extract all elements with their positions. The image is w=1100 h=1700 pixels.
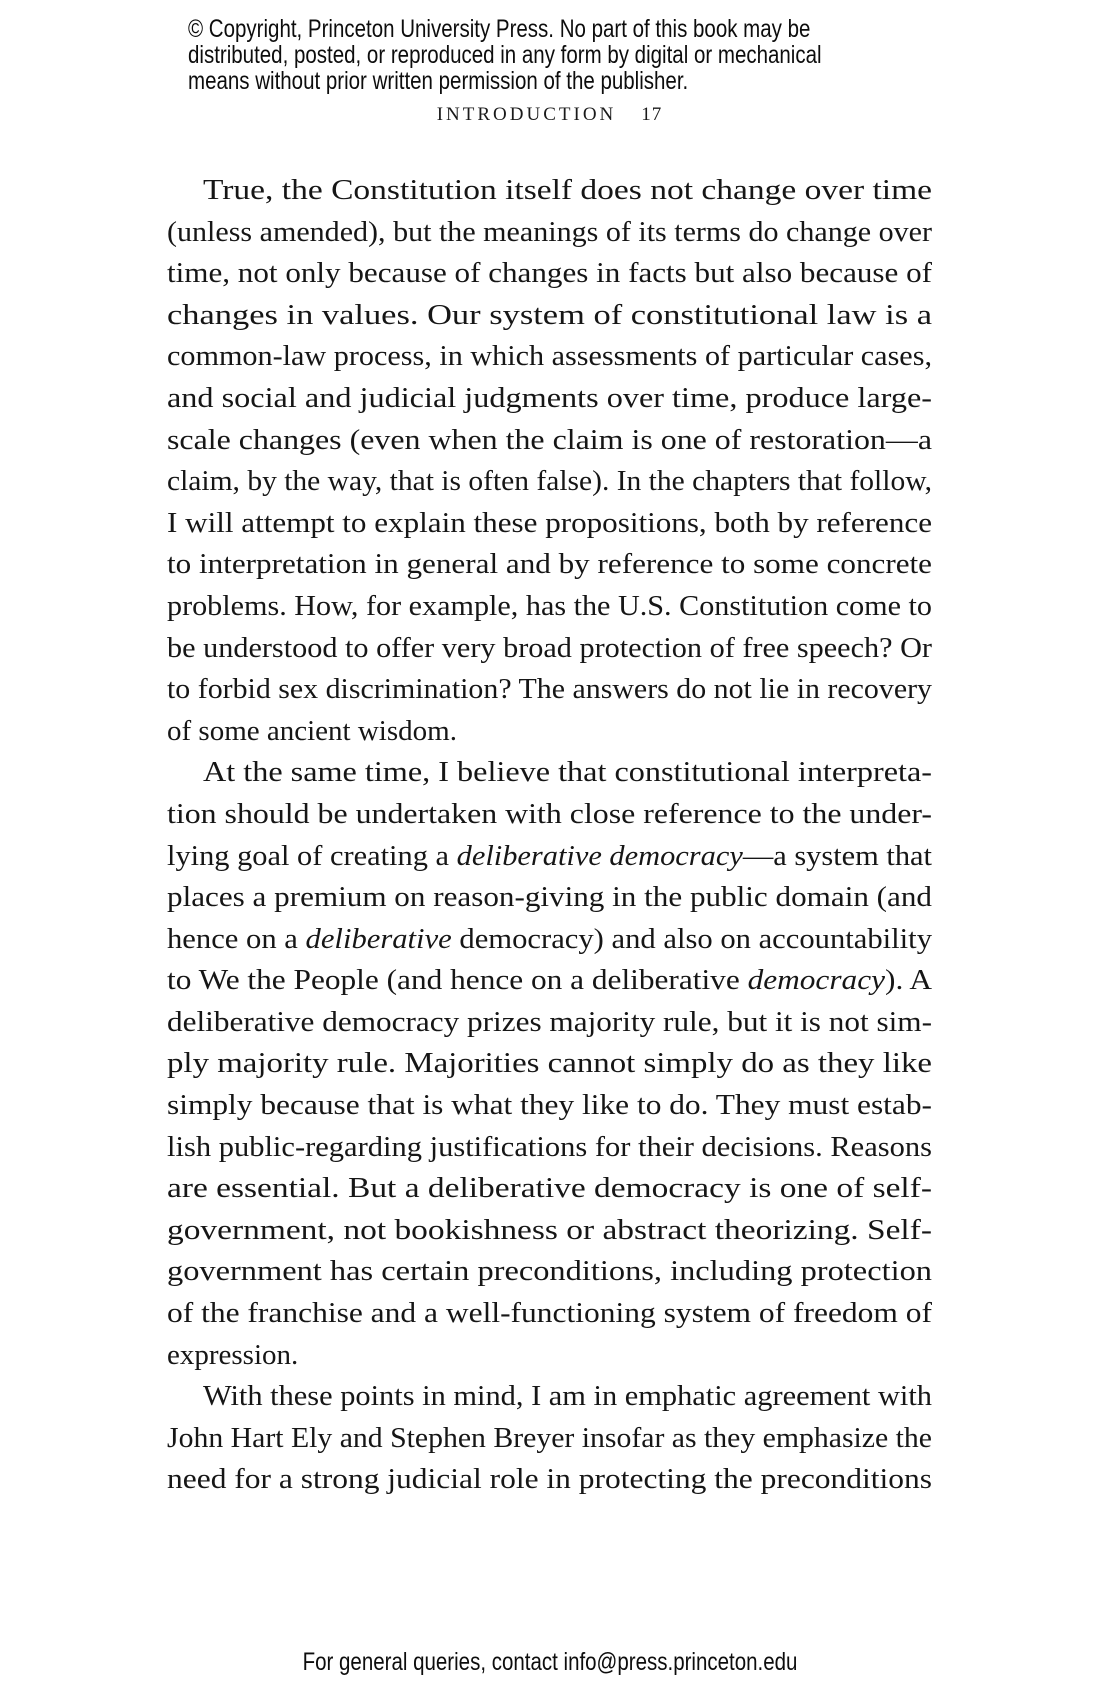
body-line: places a premium on reason-giving in the public domain (and xyxy=(167,881,932,914)
body-line: scale changes (even when the claim is one of restoration—a xyxy=(167,423,932,456)
body-line: deliberative democracy prizes majority rule, but it is not sim- xyxy=(167,1005,932,1038)
body-line: lying goal of creating a deliberative democracy—a system that xyxy=(167,839,932,872)
body-line: need for a strong judicial role in protecting the preconditions xyxy=(167,1463,933,1496)
body-text xyxy=(167,170,932,1501)
body-line: True, the Constitution itself does not change over time xyxy=(203,174,932,206)
copyright-line: distributed, posted, or reproduced in any form by digital or mechanical xyxy=(188,41,822,69)
body-line: time, not only because of changes in facts but also because of xyxy=(167,257,932,290)
body-line: to We the People (and hence on a deliberative democracy). A xyxy=(167,964,932,997)
body-line: be understood to offer very broad protection of free speech? Or xyxy=(167,631,932,664)
body-line: of some ancient wisdom. xyxy=(167,714,457,747)
body-line: of the franchise and a well-functioning system of freedom of xyxy=(167,1297,932,1330)
copyright-line: © Copyright, Princeton University Press. No part of this book may be xyxy=(188,15,811,43)
page-number: 17 xyxy=(641,104,663,125)
body-line: to forbid sex discrimination? The answers do not lie in recovery xyxy=(167,673,932,706)
body-line: simply because that is what they like to do. They must estab- xyxy=(167,1089,932,1122)
body-line: At the same time, I believe that constitutional interpreta- xyxy=(203,756,932,789)
body-line: government has certain preconditions, including protection xyxy=(167,1255,933,1288)
body-line: are essential. But a deliberative democracy is one of self- xyxy=(167,1172,932,1205)
body-line: problems. How, for example, has the U.S. Constitution come to xyxy=(167,589,932,622)
body-line: With these points in mind, I am in emphatic agreement with xyxy=(203,1380,932,1413)
body-line: common-law process, in which assessments of particular cases, xyxy=(167,340,932,373)
body-line: government, not bookishness or abstract theorizing. Self- xyxy=(167,1213,933,1246)
body-line: and social and judicial judgments over time, produce large- xyxy=(167,381,932,414)
copyright-notice xyxy=(188,16,893,94)
footer-query-note: For general queries, contact info@press.princeton.edu xyxy=(302,1648,798,1676)
body-line: to interpretation in general and by reference to some concrete xyxy=(167,548,932,581)
body-line: lish public-regarding justifications for their decisions. Reasons xyxy=(167,1130,932,1163)
body-line: (unless amended), but the meanings of its terms do change over xyxy=(167,215,932,248)
body-line: expression. xyxy=(167,1338,299,1371)
body-line: tion should be undertaken with close reference to the under- xyxy=(167,797,932,830)
chapter-title: INTRODUCTION xyxy=(436,104,617,125)
body-line: I will attempt to explain these propositions, both by reference xyxy=(167,506,932,539)
body-line: hence on a deliberative democracy) and also on accountability xyxy=(167,922,932,955)
body-line: changes in values. Our system of constitutional law is a xyxy=(167,298,932,331)
body-line: ply majority rule. Majorities cannot simply do as they like xyxy=(167,1047,932,1080)
body-line: John Hart Ely and Stephen Breyer insofar as they emphasize the xyxy=(167,1421,932,1454)
running-head xyxy=(167,104,932,126)
copyright-line: means without prior written permission of the publisher. xyxy=(188,67,689,95)
body-line: claim, by the way, that is often false). In the chapters that follow, xyxy=(167,465,932,498)
